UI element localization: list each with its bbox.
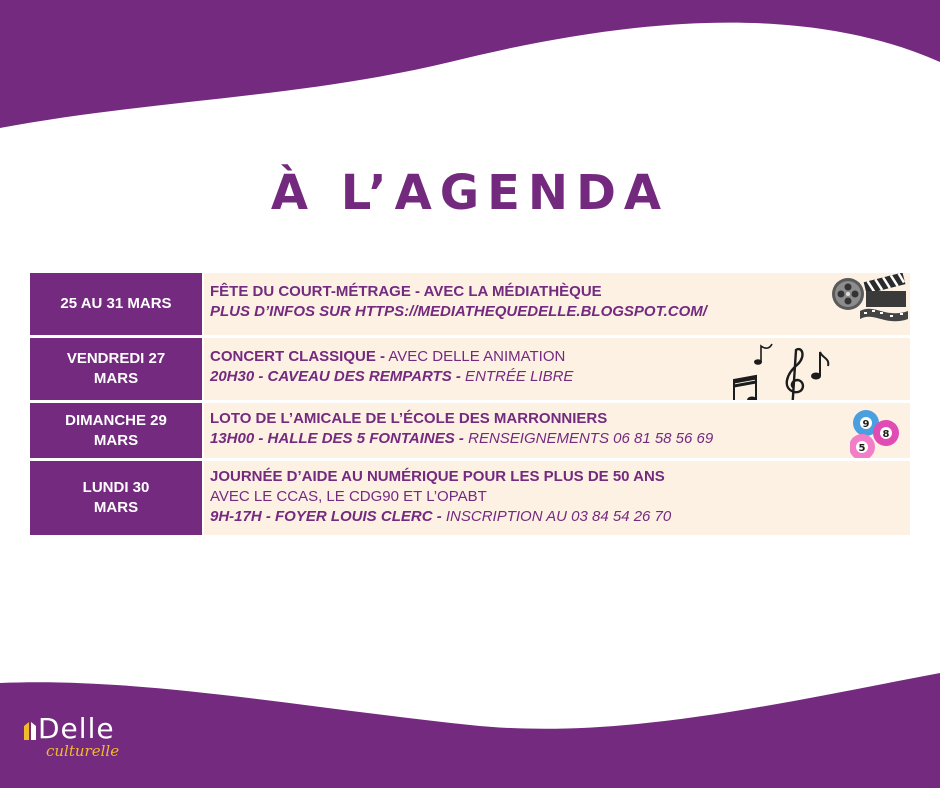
event-time-place: 9H-17H - FOYER LOUIS CLERC - <box>210 508 442 525</box>
event-title: CONCERT CLASSIQUE - <box>210 348 386 365</box>
event-date-line2: MARS <box>93 431 139 449</box>
event-title: LOTO DE L’AMICALE DE L’ÉCOLE DES MARRONNIERS <box>210 410 608 427</box>
ball-number: 9 <box>862 419 870 430</box>
event-date-line1: DIMANCHE 29 <box>65 411 167 429</box>
agenda-row <box>30 273 910 335</box>
ball-number: 5 <box>858 443 866 454</box>
event-date <box>30 403 202 458</box>
event-date-line1: LUNDI 30 <box>82 479 150 496</box>
event-info <box>204 403 910 458</box>
event-note: ENTRÉE LIBRE <box>460 368 574 385</box>
event-date <box>30 461 202 535</box>
ball-number: 8 <box>882 429 890 440</box>
film-reel-icon <box>830 273 910 329</box>
event-info <box>204 338 910 400</box>
event-date-line1: 25 AU 31 MARS <box>60 295 172 312</box>
event-date-line2: MARS <box>93 499 139 516</box>
logo-word: Delle <box>38 712 115 745</box>
event-info <box>204 273 910 335</box>
event-note: INSCRIPTION AU 03 84 54 26 70 <box>441 508 672 525</box>
lotto-balls-icon <box>850 409 902 458</box>
event-date <box>30 338 202 400</box>
event-date-line1: VENDREDI 27 <box>66 350 166 367</box>
event-time-place: 13H00 - HALLE DES 5 FONTAINES - <box>210 430 464 447</box>
event-organizer: AVEC DELLE ANIMATION <box>385 348 566 365</box>
event-note: RENSEIGNEMENTS 06 81 58 56 69 <box>463 430 714 447</box>
music-notes-icon <box>722 342 832 400</box>
event-time-place: 20H30 - CAVEAU DES REMPARTS - <box>210 368 461 385</box>
logo-tagline: culturelle <box>46 742 120 760</box>
event-date <box>30 273 202 335</box>
agenda-row <box>30 338 910 400</box>
event-title: FÊTE DU COURT-MÉTRAGE - AVEC LA MÉDIATHÈQUE <box>210 283 602 300</box>
delle-culturelle-logo <box>22 712 152 772</box>
event-title: JOURNÉE D’AIDE AU NUMÉRIQUE POUR LES PLUS DE 50 ANS <box>210 468 665 485</box>
logo-leaf-icon <box>22 720 38 742</box>
agenda-table <box>30 273 910 538</box>
event-date-line2: MARS <box>93 370 139 387</box>
agenda-row <box>30 461 910 535</box>
page-title: À L’AGENDA <box>270 165 670 221</box>
top-wave-banner <box>0 0 940 130</box>
event-organizer: AVEC LE CCAS, LE CDG90 ET L’OPABT <box>210 488 487 505</box>
agenda-row <box>30 403 910 458</box>
event-details-link[interactable]: PLUS D’INFOS SUR HTTPS://MEDIATHEQUEDELLE.BLOGSPOT.COM/ <box>210 303 707 320</box>
event-info <box>204 461 910 535</box>
